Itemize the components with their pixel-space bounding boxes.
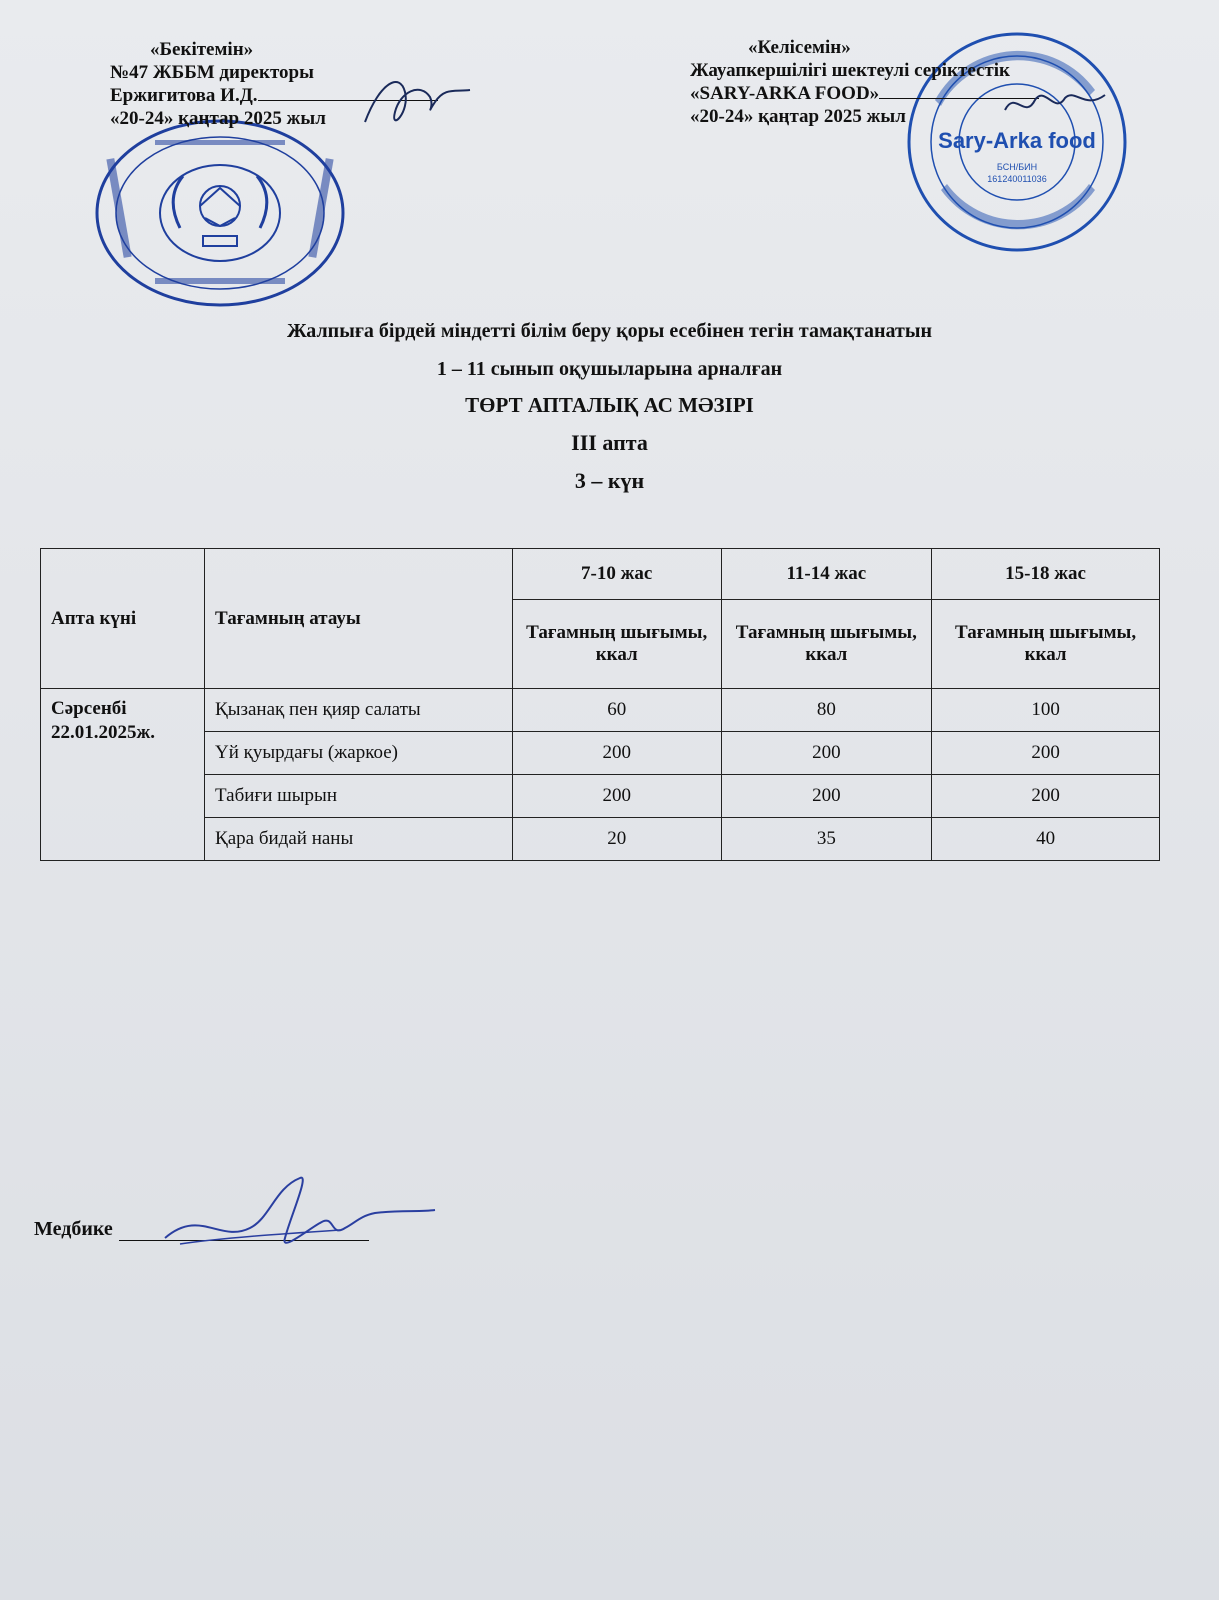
col-header-age-3: 15-18 жас: [932, 549, 1160, 600]
kcal-15-18: 100: [932, 689, 1160, 732]
school-stamp: [95, 118, 345, 308]
stamp-id-label: БСН/БИН: [996, 162, 1038, 172]
heading-line2: 1 – 11 сынып оқушыларына арналған: [436, 358, 783, 380]
heading-week: III апта: [571, 430, 648, 455]
stamp-brand: Sary-Arka food: [938, 128, 1096, 153]
col-header-day: Апта күні: [41, 549, 205, 689]
col-header-age-2: 11-14 жас: [721, 549, 932, 600]
stamp-id-number: 161240011036: [987, 174, 1047, 184]
dish-name: Үй қуырдағы (жаркое): [205, 732, 513, 775]
approval-left-line2: Ержигитова И.Д.: [110, 85, 258, 106]
table-row: [41, 775, 1160, 818]
approval-right-line2: «SARY-ARKA FOOD»: [690, 83, 880, 104]
nurse-signature: [160, 1168, 440, 1258]
table-row: [41, 689, 1160, 732]
dish-name: Табиғи шырын: [205, 775, 513, 818]
approval-right: [690, 36, 1039, 128]
approval-right-line3: «20-24» қаңтар 2025 жыл: [690, 106, 906, 127]
col-subheader-output-2: Тағамның шығымы, ккал: [721, 600, 932, 689]
day-date: 22.01.2025ж.: [51, 722, 156, 743]
approval-right-line1: Жауапкершілігі шектеулі серіктестік: [690, 60, 1010, 81]
kcal-7-10: 20: [512, 818, 721, 861]
kcal-11-14: 80: [721, 689, 932, 732]
approval-left-line1: №47 ЖББМ директоры: [110, 62, 314, 83]
day-name: Сәрсенбі: [51, 698, 127, 719]
kcal-15-18: 200: [932, 732, 1160, 775]
director-signature: [360, 62, 480, 142]
dish-name: Қара бидай наны: [205, 818, 513, 861]
table-row: [41, 818, 1160, 861]
approval-right-title: «Келісемін»: [748, 37, 851, 58]
heading-line3: ТӨРТ АПТАЛЫҚ АС МӘЗІРІ: [465, 393, 754, 417]
heading-line1: Жалпыға бірдей міндетті білім беру қоры есебінен тегін тамақтанатын: [287, 320, 932, 342]
col-subheader-output-1: Тағамның шығымы, ккал: [512, 600, 721, 689]
heading-day: 3 – күн: [574, 468, 645, 493]
kcal-7-10: 200: [512, 775, 721, 818]
col-header-age-1: 7-10 жас: [512, 549, 721, 600]
approval-left-line3: «20-24» қаңтар 2025 жыл: [110, 108, 326, 129]
col-subheader-output-3: Тағамның шығымы, ккал: [932, 600, 1160, 689]
table-row: [41, 732, 1160, 775]
approval-left-title: «Бекітемін»: [150, 39, 254, 60]
menu-table: [40, 548, 1160, 861]
day-cell: [41, 689, 205, 861]
dish-name: Қызанақ пен қияр салаты: [205, 689, 513, 732]
company-signature: [1000, 80, 1110, 130]
kcal-11-14: 35: [721, 818, 932, 861]
kcal-7-10: 200: [512, 732, 721, 775]
kcal-15-18: 200: [932, 775, 1160, 818]
nurse-label: Медбике: [34, 1218, 113, 1240]
kcal-7-10: 60: [512, 689, 721, 732]
col-header-dish: Тағамның атауы: [205, 549, 513, 689]
kcal-11-14: 200: [721, 775, 932, 818]
kcal-11-14: 200: [721, 732, 932, 775]
kcal-15-18: 40: [932, 818, 1160, 861]
